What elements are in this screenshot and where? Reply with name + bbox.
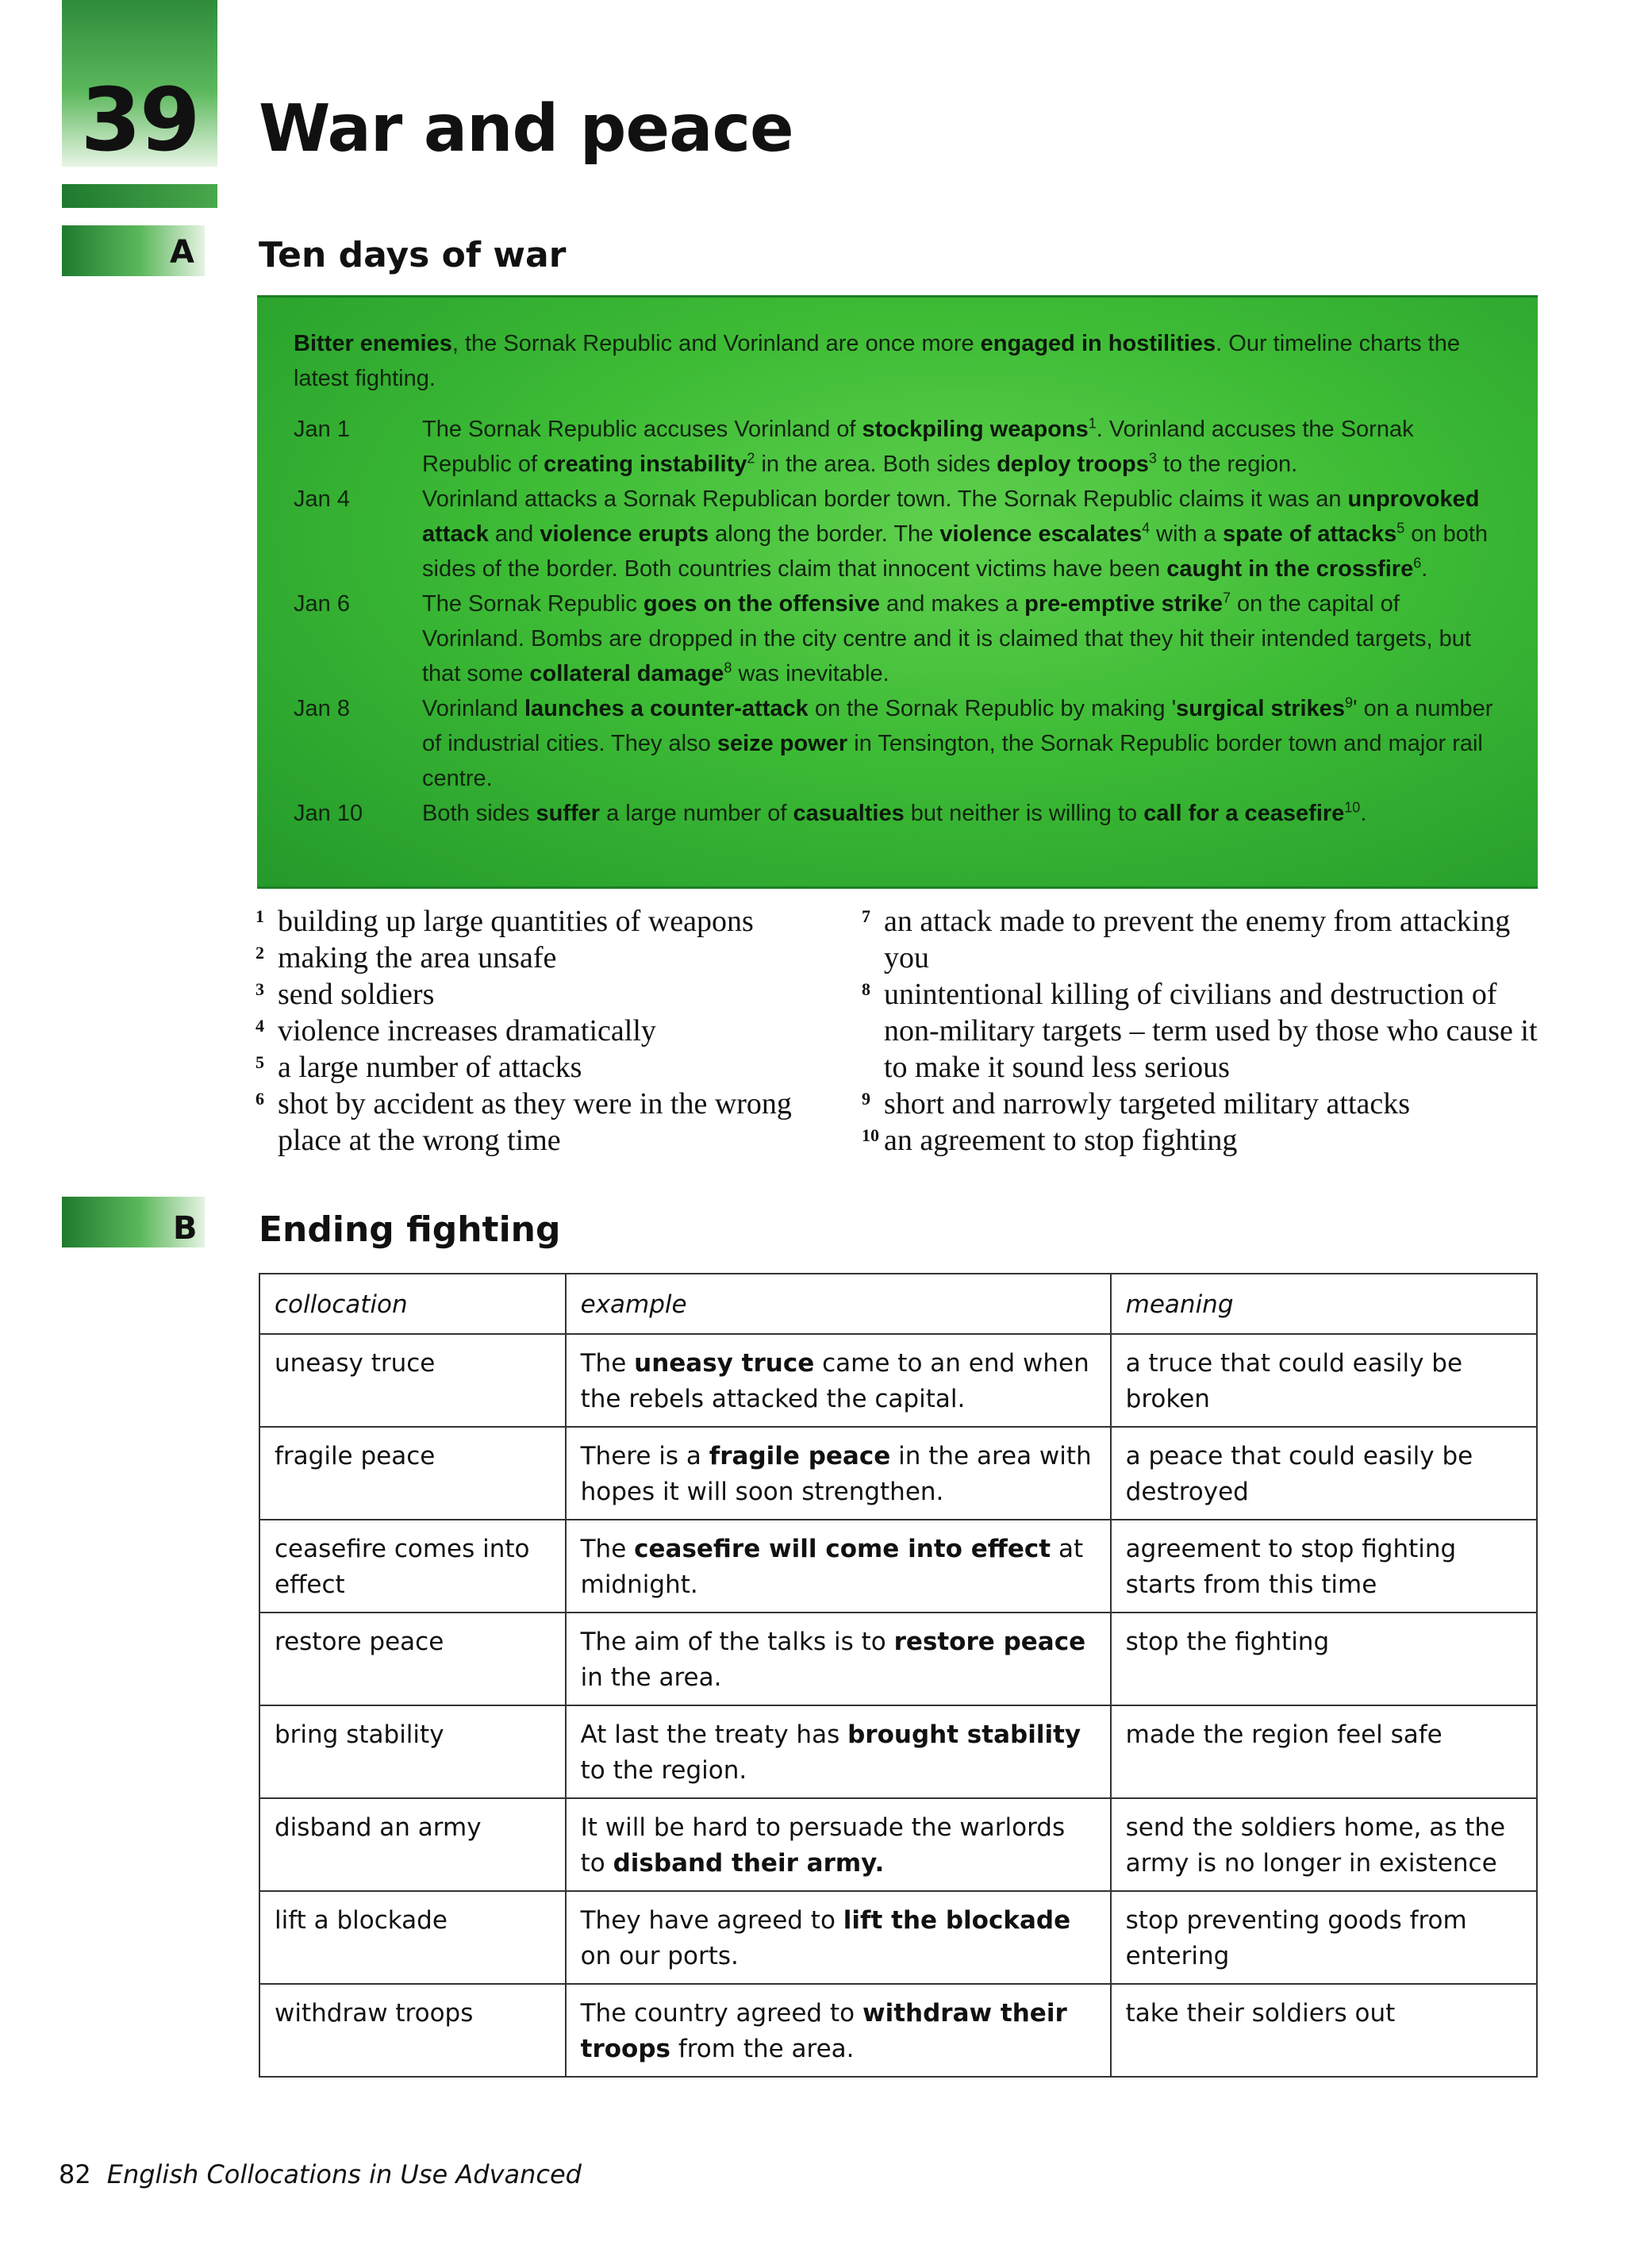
footnote-number: 4 bbox=[255, 1016, 264, 1036]
timeline-date: Jan 6 bbox=[294, 591, 350, 617]
timeline-box bbox=[257, 295, 1538, 889]
footnote-ref: 2 bbox=[747, 450, 755, 467]
footnote-text: violence increases dramatically bbox=[278, 1014, 656, 1048]
text-run: with a bbox=[1150, 521, 1223, 547]
table-row bbox=[259, 1984, 1537, 2077]
timeline-entry bbox=[294, 482, 1506, 586]
timeline-date: Jan 8 bbox=[294, 696, 350, 721]
text-run: in the area. Both sides bbox=[755, 452, 997, 477]
timeline-text bbox=[422, 796, 1506, 831]
footnotes-left bbox=[255, 903, 835, 1159]
footnote-ref: 9 bbox=[1344, 694, 1353, 711]
footnote-item bbox=[255, 903, 835, 940]
timeline-text bbox=[422, 482, 1506, 586]
key-collocation: uneasy truce bbox=[634, 1349, 815, 1378]
collocation-cell: lift a blockade bbox=[259, 1891, 566, 1984]
collocation-cell: withdraw troops bbox=[259, 1984, 566, 2077]
table-row bbox=[259, 1891, 1537, 1984]
footnote-item bbox=[255, 1013, 835, 1049]
footnote-item bbox=[862, 976, 1544, 1086]
page-number: 82 bbox=[59, 2159, 91, 2189]
collocation-cell: fragile peace bbox=[259, 1427, 566, 1520]
text-run: The Sornak Republic bbox=[422, 591, 643, 617]
footnote-text: a large number of attacks bbox=[278, 1051, 582, 1084]
key-collocation: violence escalates bbox=[939, 521, 1143, 547]
text-run: and bbox=[488, 521, 540, 547]
key-collocation: disband their army. bbox=[613, 1849, 885, 1878]
text-run: . bbox=[1360, 801, 1367, 826]
text-run: Vorinland attacks a Sornak Republican border town. The Sornak Republic claims it was an bbox=[422, 486, 1348, 512]
key-collocation: collateral damage bbox=[529, 661, 724, 686]
key-collocation: stockpiling weapons bbox=[862, 417, 1089, 442]
footnote-text: short and narrowly targeted military attacks bbox=[884, 1087, 1411, 1121]
column-header-collocation: collocation bbox=[259, 1274, 566, 1334]
key-collocation: surgical strikes bbox=[1176, 696, 1345, 721]
example-cell bbox=[566, 1705, 1111, 1798]
footnote-ref: 3 bbox=[1148, 450, 1157, 467]
footnote-item bbox=[255, 976, 835, 1013]
key-collocation: goes on the offensive bbox=[643, 591, 880, 617]
footnote-number: 9 bbox=[862, 1089, 870, 1109]
key-collocation: creating instability bbox=[544, 452, 747, 477]
page-footer bbox=[59, 2159, 582, 2189]
key-collocation: pre-emptive strike bbox=[1024, 591, 1223, 617]
column-header-meaning: meaning bbox=[1111, 1274, 1537, 1334]
text-run: . Vorinland accuses the Sornak Republic of bbox=[422, 417, 1414, 477]
meaning-cell: a truce that could easily be broken bbox=[1111, 1334, 1537, 1427]
section-b-heading: Ending fighting bbox=[259, 1209, 561, 1250]
footnote-text: making the area unsafe bbox=[278, 941, 557, 974]
text-run: There is a bbox=[580, 1442, 709, 1470]
table-row bbox=[259, 1520, 1537, 1613]
footnote-item bbox=[862, 1122, 1544, 1159]
footnote-text: send soldiers bbox=[278, 978, 435, 1011]
table-row bbox=[259, 1705, 1537, 1798]
meaning-cell: stop preventing goods from entering bbox=[1111, 1891, 1537, 1984]
footnote-text: building up large quantities of weapons bbox=[278, 905, 754, 938]
text-run: in Tensington, the Sornak Republic border town and major rail centre. bbox=[422, 731, 1483, 791]
timeline-entry bbox=[294, 586, 1506, 691]
timeline-date: Jan 10 bbox=[294, 801, 363, 826]
text-run: from the area. bbox=[670, 2035, 855, 2063]
text-run: The bbox=[580, 1535, 635, 1563]
section-b-letter: B bbox=[173, 1210, 198, 1247]
section-a-heading: Ten days of war bbox=[259, 235, 567, 275]
example-cell bbox=[566, 1334, 1111, 1427]
text-run: to the region. bbox=[1156, 452, 1298, 477]
footnote-number: 6 bbox=[255, 1089, 264, 1109]
footnote-ref: 1 bbox=[1088, 415, 1097, 432]
footnote-item bbox=[862, 1086, 1544, 1122]
footnote-number: 3 bbox=[255, 979, 264, 999]
example-cell bbox=[566, 1984, 1111, 2077]
section-a-letter: A bbox=[170, 234, 194, 271]
text-run: It will be hard to persuade the warlords to bbox=[580, 1813, 1066, 1878]
key-collocation: spate of attacks bbox=[1223, 521, 1397, 547]
collocation-cell: ceasefire comes into effect bbox=[259, 1520, 566, 1613]
text-run: on our ports. bbox=[580, 1942, 739, 1970]
text-run: The country agreed to bbox=[580, 1999, 862, 2028]
text-run: Vorinland bbox=[422, 696, 524, 721]
text-run: to the region. bbox=[580, 1756, 747, 1785]
page-title: War and peace bbox=[259, 91, 793, 167]
footnote-ref: 4 bbox=[1142, 520, 1151, 536]
table-row bbox=[259, 1427, 1537, 1520]
footnote-item bbox=[862, 903, 1544, 976]
timeline-date: Jan 1 bbox=[294, 417, 350, 442]
table-body bbox=[259, 1334, 1537, 2077]
text-run: on both sides of the border. Both countries claim that innocent victims have been bbox=[422, 521, 1489, 582]
example-cell bbox=[566, 1798, 1111, 1891]
meaning-cell: send the soldiers home, as the army is no longer in existence bbox=[1111, 1798, 1537, 1891]
table-row bbox=[259, 1613, 1537, 1705]
key-collocation: brought stability bbox=[847, 1720, 1081, 1749]
text-run: ' on a number of industrial cities. They also bbox=[422, 696, 1493, 756]
footnote-item bbox=[255, 1049, 835, 1086]
unit-number: 39 bbox=[80, 69, 199, 171]
key-collocation: call for a ceasefire bbox=[1143, 801, 1345, 826]
footnote-number: 7 bbox=[862, 906, 870, 926]
key-collocation: caught in the crossfire bbox=[1166, 556, 1414, 582]
key-collocation: lift the blockade bbox=[843, 1906, 1071, 1935]
collocation-cell: bring stability bbox=[259, 1705, 566, 1798]
footnote-number: 8 bbox=[862, 979, 870, 999]
footnote-number: 1 bbox=[255, 906, 264, 926]
timeline-list bbox=[294, 412, 1506, 831]
footnote-text: an agreement to stop fighting bbox=[884, 1124, 1238, 1157]
footnote-ref: 8 bbox=[724, 659, 732, 676]
table-header-row bbox=[259, 1274, 1537, 1334]
timeline-entry bbox=[294, 796, 1506, 831]
timeline-text bbox=[422, 586, 1506, 691]
key-collocation: withdraw their troops bbox=[580, 1999, 1067, 2063]
timeline-entry bbox=[294, 412, 1506, 482]
footnote-number: 5 bbox=[255, 1052, 264, 1072]
column-header-example: example bbox=[566, 1274, 1111, 1334]
text-run: was inevitable. bbox=[732, 661, 889, 686]
timeline-intro bbox=[294, 326, 1506, 396]
text-run: along the border. The bbox=[709, 521, 940, 547]
key-collocation: casualties bbox=[793, 801, 905, 826]
footnote-text: an attack made to prevent the enemy from attacking you bbox=[884, 905, 1511, 974]
timeline-text bbox=[422, 691, 1506, 796]
text-run: The Sornak Republic accuses Vorinland of bbox=[422, 417, 862, 442]
timeline-text bbox=[422, 412, 1506, 482]
footnote-text: unintentional killing of civilians and destruction of non-military targets – term used by those who cause it to make it sound less serious bbox=[884, 978, 1538, 1084]
text-run: They have agreed to bbox=[580, 1906, 843, 1935]
example-cell bbox=[566, 1891, 1111, 1984]
footnote-number: 10 bbox=[862, 1125, 879, 1145]
key-collocation: violence erupts bbox=[540, 521, 709, 547]
text-run: At last the treaty has bbox=[580, 1720, 848, 1749]
footnote-ref: 6 bbox=[1413, 555, 1422, 571]
footnote-ref: 5 bbox=[1396, 520, 1405, 536]
key-collocation: launches a counter-attack bbox=[524, 696, 809, 721]
footnotes-right bbox=[862, 903, 1544, 1159]
example-cell bbox=[566, 1427, 1111, 1520]
collocation-cell: disband an army bbox=[259, 1798, 566, 1891]
meaning-cell: made the region feel safe bbox=[1111, 1705, 1537, 1798]
key-collocation: suffer bbox=[536, 801, 601, 826]
collocation-cell: uneasy truce bbox=[259, 1334, 566, 1427]
meaning-cell: take their soldiers out bbox=[1111, 1984, 1537, 2077]
key-collocation: restore peace bbox=[893, 1628, 1086, 1656]
unit-divider-strip bbox=[62, 184, 217, 208]
collocation-cell: restore peace bbox=[259, 1613, 566, 1705]
footnote-ref: 10 bbox=[1344, 799, 1361, 816]
collocation-table bbox=[259, 1273, 1538, 2078]
text-run: . bbox=[1421, 556, 1428, 582]
key-collocation: fragile peace bbox=[709, 1442, 891, 1470]
key-collocation: unprovoked attack bbox=[422, 486, 1480, 547]
text-run: , the Sornak Republic and Vorinland are once more bbox=[451, 331, 981, 356]
meaning-cell: a peace that could easily be destroyed bbox=[1111, 1427, 1537, 1520]
meaning-cell: agreement to stop fighting starts from this time bbox=[1111, 1520, 1537, 1613]
table-row bbox=[259, 1798, 1537, 1891]
key-collocation: Bitter enemies bbox=[294, 331, 452, 356]
footnote-ref: 7 bbox=[1222, 590, 1231, 606]
text-run: on the Sornak Republic by making ' bbox=[808, 696, 1177, 721]
meaning-cell: stop the fighting bbox=[1111, 1613, 1537, 1705]
key-collocation: ceasefire will come into effect bbox=[634, 1535, 1051, 1563]
timeline-date: Jan 4 bbox=[294, 486, 350, 512]
text-run: but neither is willing to bbox=[904, 801, 1144, 826]
text-run: . Our timeline charts the latest fighting. bbox=[294, 331, 1460, 391]
text-run: Both sides bbox=[422, 801, 536, 826]
text-run: in the area with hopes it will soon strengthen. bbox=[580, 1442, 1092, 1506]
example-cell bbox=[566, 1520, 1111, 1613]
book-title: English Collocations in Use Advanced bbox=[106, 2159, 582, 2189]
text-run: The bbox=[580, 1349, 635, 1378]
text-run: The aim of the talks is to bbox=[580, 1628, 894, 1656]
text-run: came to an end when the rebels attacked the capital. bbox=[580, 1349, 1089, 1413]
text-run: on the capital of Vorinland. Bombs are dropped in the city centre and it is claimed that they hit their intended targets, but that some bbox=[422, 591, 1471, 686]
key-collocation: deploy troops bbox=[997, 452, 1149, 477]
table-row bbox=[259, 1334, 1537, 1427]
example-cell bbox=[566, 1613, 1111, 1705]
footnote-number: 2 bbox=[255, 943, 264, 963]
key-collocation: seize power bbox=[716, 731, 848, 756]
text-run: a large number of bbox=[600, 801, 793, 826]
footnote-item bbox=[255, 1086, 835, 1159]
footnote-item bbox=[255, 940, 835, 976]
key-collocation: engaged in hostilities bbox=[980, 331, 1216, 356]
footnote-text: shot by accident as they were in the wrong place at the wrong time bbox=[278, 1087, 792, 1157]
timeline-entry bbox=[294, 691, 1506, 796]
text-run: at midnight. bbox=[580, 1535, 1084, 1599]
text-run: in the area. bbox=[580, 1663, 722, 1692]
text-run: and makes a bbox=[879, 591, 1025, 617]
